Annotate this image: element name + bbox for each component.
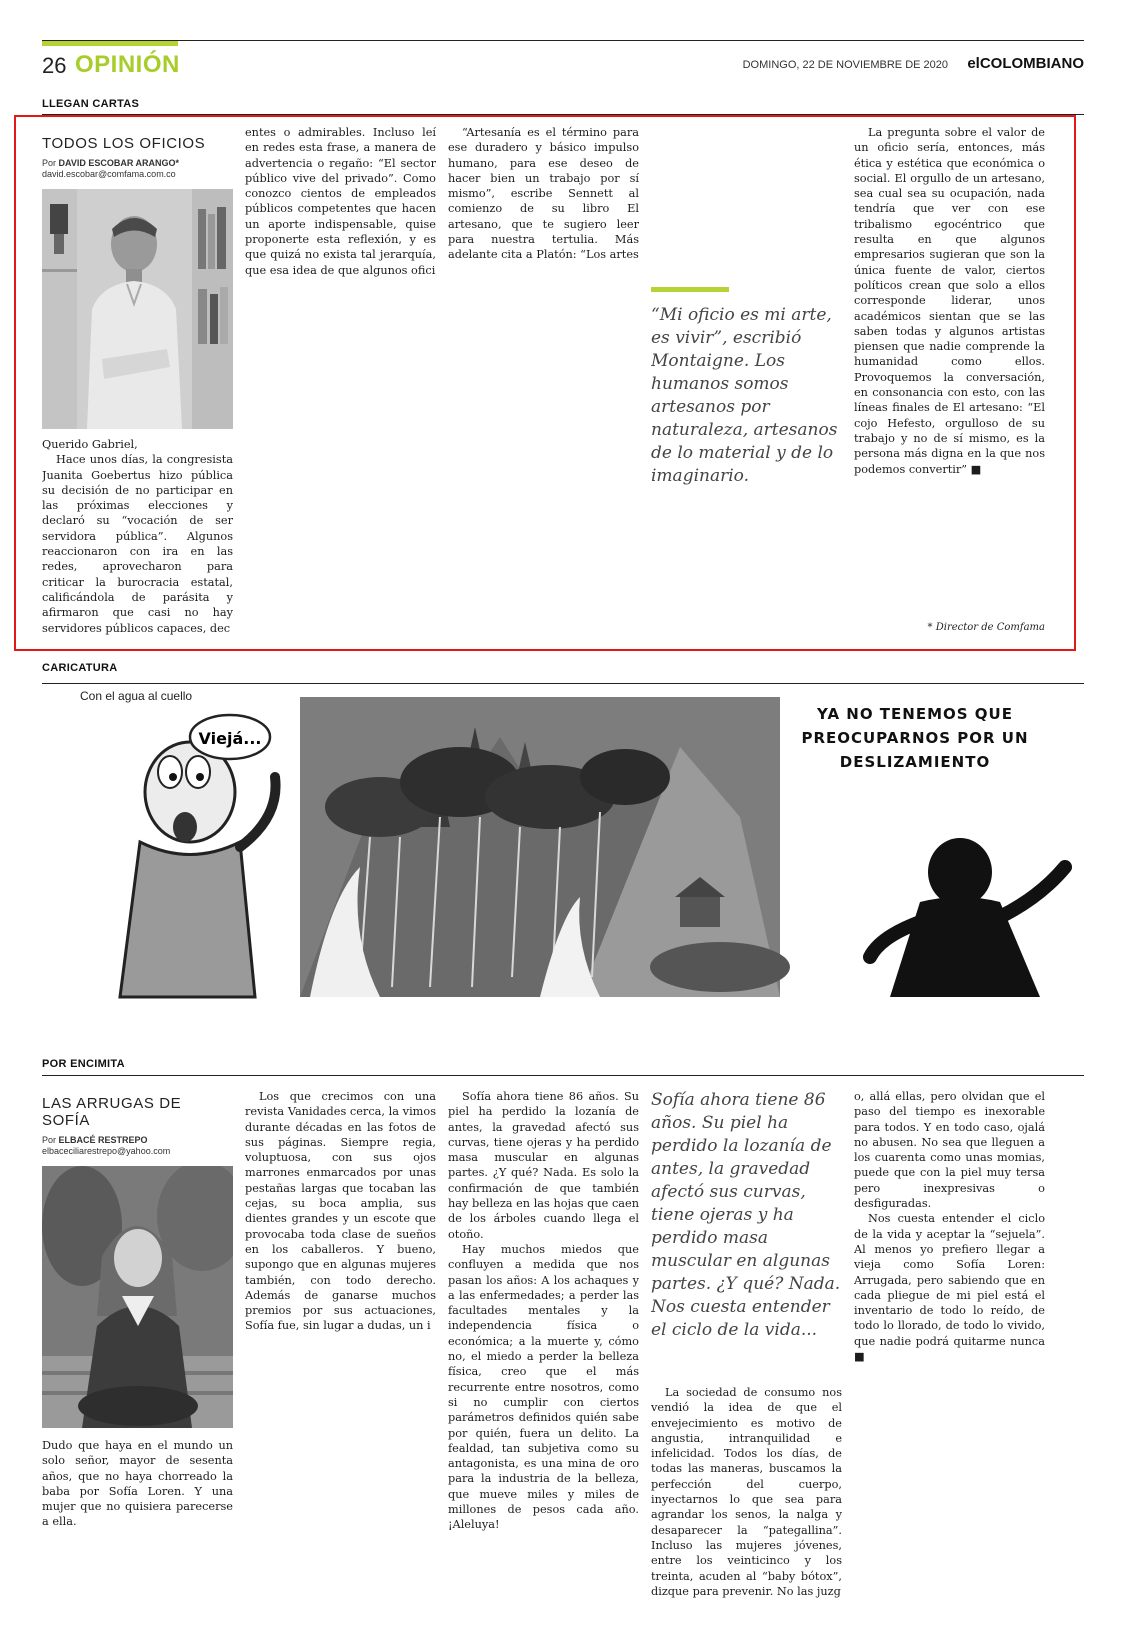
- page-header: [42, 40, 1084, 80]
- paragraph: entes o admirables. Incluso leí en redes esta frase, a manera de advertencia o regaño: “El sector público vive del privado”. Como conozco cientos de empleados públicos competentes que hacen un aporte indispensable, quise proponerte esta reflexión, y es que quizá no exista tal jerarquía, que esa idea de que algunos ofici: [245, 126, 436, 277]
- byline-prefix: Por: [42, 158, 57, 168]
- editorial-cartoon: [80, 697, 1080, 1005]
- byline: [42, 1135, 233, 1145]
- author-email: david.escobar@comfama.com.co: [42, 169, 176, 179]
- article-title: LAS ARRUGAS DE SOFÍA: [42, 1095, 182, 1129]
- cartoon-caption: Con el agua al cuello: [80, 689, 193, 703]
- author-photo: [42, 1166, 233, 1428]
- issue-date: DOMINGO, 22 DE NOVIEMBRE DE 2020: [742, 59, 948, 71]
- byline-prefix: Por: [42, 1135, 57, 1145]
- section-label-encimita: POR ENCIMITA: [42, 1058, 125, 1070]
- section-rule: [42, 683, 1084, 684]
- paragraph: o, allá ellas, pero olvidan que el paso del tiempo es inexorable para todos. Y en todo caso, ojalá no abusen. No sea que lleguen a los cuarenta como unas momias, puede que con la piel muy tersa pero inexpresivas o desfiguradas.: [854, 1090, 1045, 1211]
- author-footnote: * Director de Comfama: [927, 622, 1045, 633]
- letter-greeting: Querido Gabriel,: [42, 438, 138, 451]
- article-title: TODOS LOS OFICIOS: [42, 135, 206, 152]
- article-column: [854, 1085, 1045, 1610]
- article-column: [448, 1085, 639, 1610]
- article-las-arrugas-de-sofia: [42, 1085, 1084, 1610]
- article-text: [42, 1438, 233, 1530]
- article-text: [448, 1089, 639, 1533]
- paragraph: Los que crecimos con una revista Vanidades cerca, la vimos durante décadas en las fotos de sus páginas. Siempre regia, voluptuosa, con sus ojos marrones enmarcados por unas pestañas largas que tocaban las cejas, su boca amplia, sus dientes grandes y un escote que provocaba toda clase de sueños en los caballeros. Y bueno, supongo que en algunas mujeres también, con todo derecho. Además de ganarse muchos premios por sus actuaciones, Sofía fue, sin lugar a dudas, un i: [245, 1090, 436, 1333]
- article-column: [651, 1085, 842, 1610]
- pull-quote: “Mi oficio es mi arte, es vivir”, escribió Montaigne. Los humanos somos artesanos por naturaleza, artesanos de lo material y de lo imaginario.: [651, 305, 838, 486]
- paragraph: Hay muchos miedos que confluyen a medida que nos pasan los años: A los achaques y a las enfermedades; a perder las facultades mentales y la independencia física o económica; a la muerte y, cómo no, el miedo a perder la belleza física, creo que el más recurrente entre nosotros, como si no cumplir con ciertos parámetros definidos quién sabe por quién, fuera un delito. La fealdad, tan subjetiva como su antagonista, es una mina de oro para la industria de la belleza, que mueve miles y miles de millones de pesos cada año. ¡Aleluya!: [448, 1242, 639, 1532]
- section-label-caricatura: CARICATURA: [42, 662, 118, 674]
- section-rule: [42, 1075, 1084, 1076]
- paragraph: La sociedad de consumo nos vendió la idea de que el envejecimiento es motivo de angustia, intranquilidad e infelicidad. Todos los días, de todas las maneras, buscamos la perfección del cuerpo, inyectarnos lo que sea para agrandar los senos, la nalga y desaparecer la “pategallina”. Incluso las mujeres jóvenes, entre los veinticinco y los treinta, acuden al “baby bótox”, dizque para prevenir. No las juzg: [651, 1386, 842, 1598]
- article-column: [245, 1085, 436, 1610]
- paragraph: Sofía ahora tiene 86 años. Su piel ha perdido la lozanía de antes, la gravedad afectó sus curvas, tiene ojeras y ha perdido masa muscular en algunas partes. ¿Y qué? Nada. Es solo la confirmación de que también hay belleza en las hojas que caen de los árboles cuando llega el otoño.: [448, 1090, 639, 1241]
- section-name: OPINIÓN: [75, 51, 180, 78]
- author-email: elbaceciliarestrepo@yahoo.com: [42, 1146, 171, 1156]
- section-label-cartas: LLEGAN CARTAS: [42, 98, 140, 110]
- cartoon-shout-text: YA NO TENEMOS QUE PREOCUPARNOS POR UN DESLIZAMIENTO: [801, 705, 1029, 771]
- newspaper-masthead: elCOLOMBIANO: [967, 55, 1084, 72]
- paragraph: Hace unos días, la congresista Juanita Goebertus hizo pública su decisión de no participar en las próximas elecciones y declaró su “vocación de ser servidora pública”. Algunos reaccionaron con ira en las redes, aprovecharon para criticar la burocracia estatal, calificándola de parásita y afirmaron que casi no hay servidores públicos capaces, dec: [42, 453, 233, 635]
- article-text: [651, 1385, 842, 1610]
- cartoon-bubble-text: Viejá...: [198, 729, 262, 748]
- page-number: 26: [42, 53, 67, 78]
- article-text: [854, 1089, 1045, 1364]
- author-name: ELBACÉ RESTREPO: [58, 1135, 148, 1145]
- article-text: [245, 1089, 436, 1334]
- paragraph: “Artesanía es el término para ese duradero y básico impulso humano, para ese deseo de hacer bien un trabajo por sí mismo”, escribe Sennett al comienzo de su libro El artesano, que te sugiero leer para nuestra tertulia. Más adelante cita a Platón: “Los artes: [448, 126, 639, 262]
- article-column: [42, 1085, 233, 1610]
- highlight-frame: [14, 115, 1076, 651]
- section-accent-bar: [42, 41, 178, 46]
- author-name: DAVID ESCOBAR ARANGO*: [58, 158, 180, 168]
- intro-paragraph: Dudo que haya en el mundo un solo señor, mayor de sesenta años, que no haya chorreado la baba por Sofía Loren. Y una mujer que no quisiera parecerse a ella.: [42, 1439, 233, 1529]
- paragraph: La pregunta sobre el valor de un oficio sería, entonces, más ética y estética que económica o social. El orgullo de un artesano, sea cual sea su ocupación, nada tendría que ver con ese tribalismo egocéntrico que resulta en que algunos empresarios sugieran que son la única fuente de valor, ciertos políticos crean que solo a ellos corresponde liderar, unos académicos sientan que se las saben todas y algunos artistas piensen que nadie comprende la humanidad como ellos. Provoquemos la conversación, en consonancia con esto, con las líneas finales de El artesano: “El cojo Hefesto, orgulloso de su trabajo y no de sí mismo, es la persona más digna en la que nos podemos convertir” ■: [854, 126, 1045, 476]
- pull-quote: Sofía ahora tiene 86 años. Su piel ha perdido la lozanía de antes, la gravedad afectó sus curvas, tiene ojeras y ha perdido masa muscular en algunas partes. ¿Y qué? Nada. Nos cuesta entender el ciclo de la vida...: [651, 1090, 841, 1340]
- paragraph: Nos cuesta entender el ciclo de la vida y aceptar la “sejuela”. Al menos yo prefiero llegar a vieja como Sofía Loren: Arrugada, pero sabiendo que en cada pliegue de mi piel está el inventario de todo lo reído, de todo lo llorado, de todo lo vivido, que nadie podrá quitarme nunca ■: [854, 1212, 1045, 1364]
